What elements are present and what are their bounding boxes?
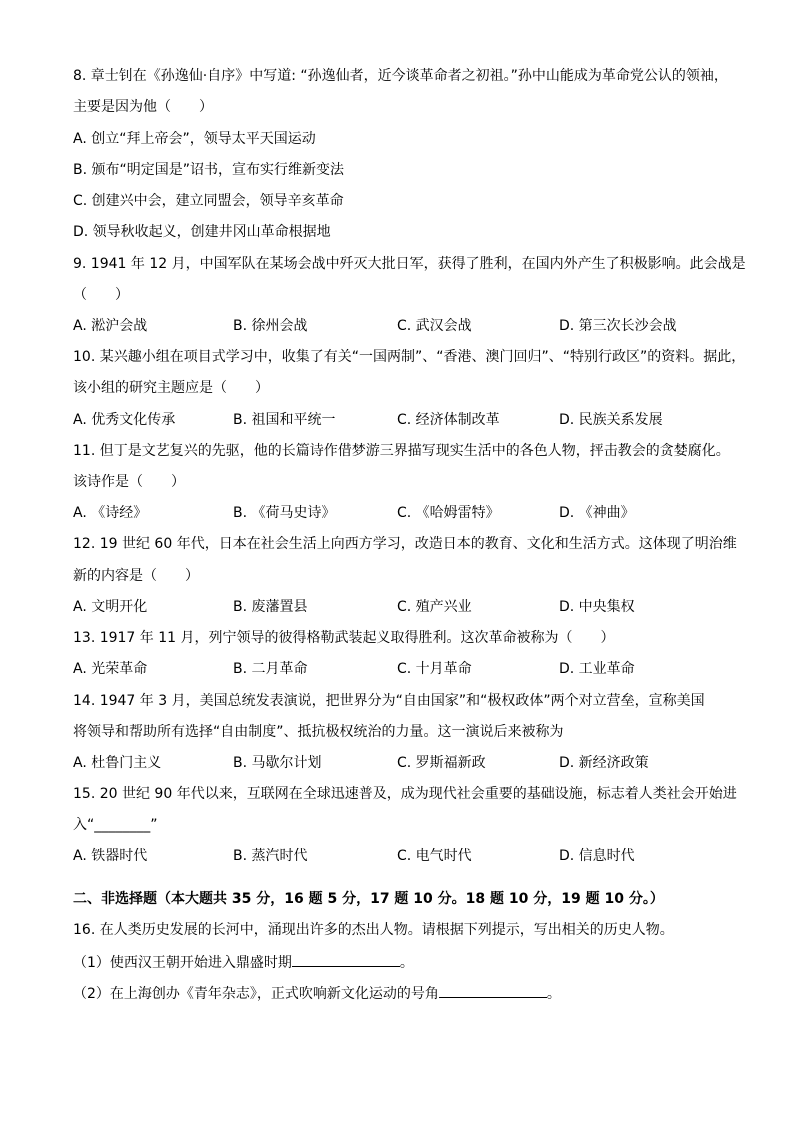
question-14-option-d: D. 新经济政策 [559, 755, 649, 771]
question-13-line-1: 13. 1917 年 11 月，列宁领导的彼得格勒武装起义取得胜利。这次革命被称为（ ） [73, 630, 615, 646]
question-14-line-2: 将领导和帮助所有选择“自由制度”、抵抗极权统治的力量。这一演说后来被称为 [73, 724, 564, 740]
question-13-option-d: D. 工业革命 [559, 661, 635, 677]
question-16-part-2-text: （2）在上海创办《青年杂志》，正式吹响新文化运动的号角 [73, 986, 439, 1002]
question-16-part-2-end: 。 [546, 986, 561, 1002]
question-10-option-a: A. 优秀文化传承 [73, 412, 176, 428]
question-12-option-a: A. 文明开化 [73, 599, 148, 615]
question-9-option-a: A. 淞沪会战 [73, 318, 148, 334]
question-9-line-1: 9. 1941 年 12 月，中国军队在某场会战中歼灭大批日军，获得了胜利，在国内外产生了积极影响。此会战是 [73, 256, 746, 272]
question-12-line-2: 新的内容是（ ） [73, 568, 199, 584]
question-12-option-d: D. 中央集权 [559, 599, 635, 615]
question-8-option-a: A. 创立“拜上帝会”，领导太平天国运动 [73, 131, 316, 147]
section-2-title: 二、非选择题（本大题共 35 分，16 题 5 分，17 题 10 分。18 题 10 分，19 题 10 分。） [73, 891, 664, 907]
question-8-line-1: 8. 章士钊在《孙逸仙·自序》中写道: “孙逸仙者，近今谈革命者之初祖。”孙中山能成为革命党公认的领袖， [73, 68, 728, 84]
question-11-line-1: 11. 但丁是文艺复兴的先驱，他的长篇诗作借梦游三界描写现实生活中的各色人物，抨击教会的贪婪腐化。 [73, 443, 730, 459]
question-12-option-b: B. 废藩置县 [233, 599, 308, 615]
question-16-intro: 16. 在人类历史发展的长河中，涌现出许多的杰出人物。请根据下列提示，写出相关的历史人物。 [73, 922, 674, 938]
question-13-option-a: A. 光荣革命 [73, 661, 148, 677]
question-14-line-1: 14. 1947 年 3 月，美国总统发表演说，把世界分为“自由国家”和“极权政体”两个对立营垒，宣称美国 [73, 693, 705, 709]
question-9-option-d: D. 第三次长沙会战 [559, 318, 677, 334]
question-9-line-2: （ ） [73, 287, 129, 303]
question-10-option-b: B. 祖国和平统一 [233, 412, 336, 428]
question-11-option-a: A. 《诗经》 [73, 505, 148, 521]
question-10-option-d: D. 民族关系发展 [559, 412, 663, 428]
question-10-option-c: C. 经济体制改革 [397, 412, 500, 428]
question-13-option-b: B. 二月革命 [233, 661, 308, 677]
question-11-option-d: D. 《神曲》 [559, 505, 635, 521]
question-14-option-a: A. 杜鲁门主义 [73, 755, 162, 771]
question-15-option-a: A. 铁器时代 [73, 848, 148, 864]
answer-blank-16-2[interactable] [439, 983, 547, 998]
question-11-option-b: B. 《荷马史诗》 [233, 505, 336, 521]
question-15-line-1: 15. 20 世纪 90 年代以来，互联网在全球迅速普及，成为现代社会重要的基础设施，标志着人类社会开始进 [73, 786, 737, 802]
question-16-part-1 [73, 952, 414, 973]
question-8-line-2: 主要是因为他（ ） [73, 99, 213, 115]
question-8-option-b: B. 颁布“明定国是”诏书，宣布实行维新变法 [73, 162, 345, 178]
question-11-line-2: 该诗作是（ ） [73, 474, 185, 490]
question-15-line-2: 入“________” [73, 817, 158, 833]
question-12-option-c: C. 殖产兴业 [397, 599, 472, 615]
question-15-option-b: B. 蒸汽时代 [233, 848, 308, 864]
question-14-option-c: C. 罗斯福新政 [397, 755, 486, 771]
question-15-option-d: D. 信息时代 [559, 848, 635, 864]
question-12-line-1: 12. 19 世纪 60 年代，日本在社会生活上向西方学习，改造日本的教育、文化和生活方式。这体现了明治维 [73, 536, 737, 552]
question-13-option-c: C. 十月革命 [397, 661, 472, 677]
question-15-option-c: C. 电气时代 [397, 848, 472, 864]
question-8-option-c: C. 创建兴中会，建立同盟会，领导辛亥革命 [73, 193, 344, 209]
question-10-line-2: 该小组的研究主题应是（ ） [73, 380, 269, 396]
question-11-option-c: C. 《哈姆雷特》 [397, 505, 500, 521]
question-8-option-d: D. 领导秋收起义，创建井冈山革命根据地 [73, 224, 331, 240]
question-9-option-c: C. 武汉会战 [397, 318, 472, 334]
answer-blank-16-1[interactable] [292, 952, 400, 967]
question-10-line-1: 10. 某兴趣小组在项目式学习中，收集了有关“一国两制”、“香港、澳门回归”、“特别行政区”的资料。据此， [73, 349, 746, 365]
question-14-option-b: B. 马歇尔计划 [233, 755, 322, 771]
question-16-part-2 [73, 983, 561, 1004]
question-16-part-1-text: （1）使西汉王朝开始进入鼎盛时期 [73, 955, 292, 971]
question-9-option-b: B. 徐州会战 [233, 318, 308, 334]
question-16-part-1-end: 。 [399, 955, 414, 971]
